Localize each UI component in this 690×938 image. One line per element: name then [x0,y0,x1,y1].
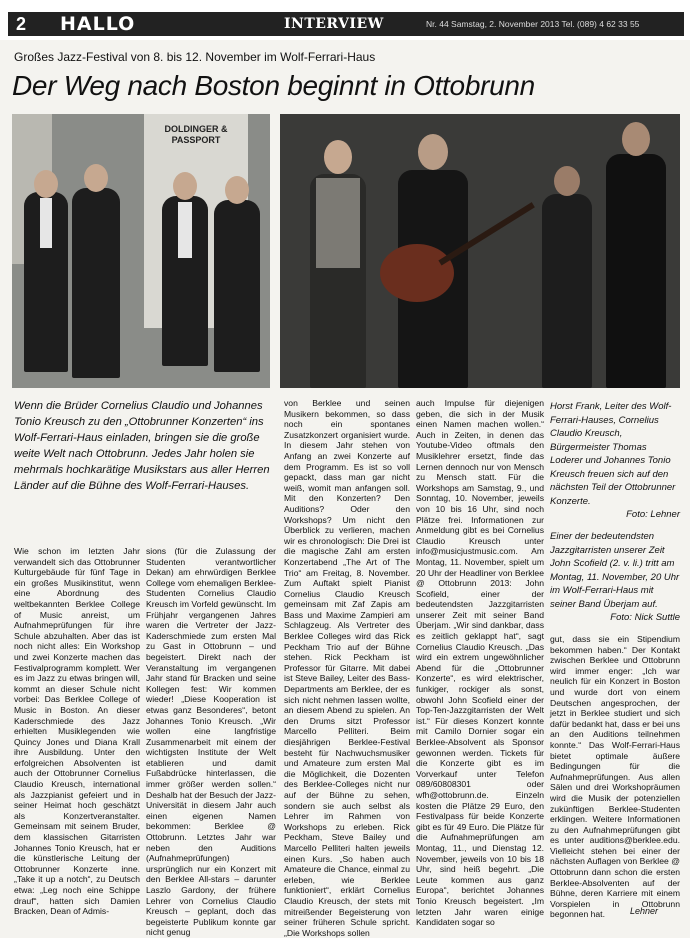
article-headline: Der Weg nach Boston beginnt in Ottobrunn [12,70,535,101]
photo-caption-2 [550,530,680,625]
article-column-3: von Berklee und seinen Musikern bekommen, so dass noch ein spontanes Zusatzkonzert organisiert wurde. In diesem Jahr stehen von Anfang an zwei Konzerte auf dem Programm. Es ist so voll gepackt, dass man gar nicht weiß, womit man anfangen soll. Mit den Konzerten? Den Auditions? Oder den Workshops? Um nicht den Überblick zu verlieren, machen wir es chronologisch: Die Drei ist die magische Zahl am ersten Konzertabend „The Art of The Trio“ am Freitag, 8. November. Zum Auftakt spielt Pianist Cornelius Claudio Kreusch gemeinsam mit Zaf Zapis am Bass und Maxime Zampieri am Schlagzeug. Als Vertreter des Berklee Colleges wird das Rick Peckham Trio auf der Bühne stehen. Rick Peckham ist Professor für Gitarre. Mit dabei ist Steve Bailey, Leiter des Bass-Departments am Berklee, der es sich nicht nehmen lassen wollte, an diesem Abend zu spielen. An den Drums sitzt Professor Marcello Pelliteri. Beim diesjährigen Berklee-Festival besteht für Nachwuchsmusiker und Amateure zum ersten Mal die Möglichkeit, die Dozenten des Berklee-Colleges nicht nur auf der Bühne zu sehen, sondern sie auch selbst als Lehrer im Rahmen von Workshops zu erleben. Rick Peckham, Steve Bailey und Marcello Pelliteri halten jeweils einen Kurs. „So haben auch Amateure die Chance, einmal zu erleben, wie Berklee funktioniert“, erklärt Cornelius Claudio Kreusch, der stets mit mitreißender Begeisterung von seiner früheren Schule spricht. „Die Workshops sollen [284,398,410,938]
section-label: INTERVIEW [284,16,384,32]
group-photo [12,114,270,388]
poster-title: DOLDINGER & PASSPORT [164,124,228,145]
article-column-2: sions (für die Zulassung der Studenten verantwortlicher Dekan) am ehrwürdigen Berklee College vom ehemaligen Berklee-Studenten Cornelius Claudio Kreusch im Vorfeld gewünscht. Im Frühjahr vergangenen Jahres waren die Vertreter der Jazz-Kaderschmiede zum ersten Mal zu Gast in Ottobrunn – und begeistert. Direkt nach der Veranstaltung im vergangenen Jahr stand für Bracken und seine Kollegen fest: Wir kommen wieder! „Diese Kooperation ist etwas ganz Besonderes“, betont Johannes Tonio Kreusch. „Wir wollen eine langfristige Zusammenarbeit mit einem der wichtigsten Institute der Welt etablieren und damit Fußabdrücke hinterlassen, die immer größer werden sollen.“ Deshalb hat der Besuch der Jazz-Universität in diesem Jahr auch einen eigenen Namen bekommen: Berklee @ Ottobrunn. Letztes Jahr war neben den Auditions (Aufnahmeprüfungen) ursprünglich nur ein Konzert mit den Berklee All-stars – darunter Laszlo Gardony, der frühere Lehrer von Cornelius Claudio Kreusch – geplant, doch das begeisterte Publikum konnte gar nicht genug [146,546,276,938]
article-lead: Wenn die Brüder Cornelius Claudio und Johannes Tonio Kreusch zu den „Ottobrunner Konzerten“ ins Wolf-Ferrari-Haus einladen, bringen sie die große weite Welt nach Ottobrunn. Jedes Jahr holen sie mehrmals hochkarätige Musikstars aus aller Herren Länder auf die Bühne des Wolf-Ferrari-Hauses. [14,400,270,492]
page-number: 2 [15,14,26,34]
musician-4 [606,154,666,388]
photo-caption-1 [550,400,680,522]
newspaper-logo: HALLO [60,13,136,35]
caption-2-credit: Foto: Nick Suttle [610,612,680,623]
page-header [0,0,690,40]
article-column-5: gut, dass sie ein Stipendium bekommen haben.“ Der Kontakt zwischen Berklee und Ottobrunn wird immer enger: „Ich war neulich für ein Konzert in Boston und wurde dort von einem Deutschen angesprochen, der jetzt in Berklee studiert und sich dafür bedankt hat, dass er bei uns an den Auditions teilnehmen konnte.“ Das Wolf-Ferrari-Haus bietet optimale äußere Bedingungen für die Aufnahmeprüfungen. Aus allen Sälen und drei Workshopräumen wird die Musik der potenziellen zukünftigen Berklee-Studenten erklingen. Weitere Informationen zu den Aufnahmeprüfungen gibt es unter auditions@berklee.edu. Vielleicht stehen bei einer der nächsten Auflagen von Berklee @ Ottobrunn dann schon die ersten Berklee-Absolventen auf der Bühne, deren Karriere mit einem Vorspielen in Ottobrunn begonnen hat. [550,634,680,920]
caption-1-credit: Foto: Lehner [626,509,680,520]
issue-line: Nr. 44 Samstag, 2. November 2013 Tel. (089) 4 62 33 55 [426,19,640,29]
person-4 [214,200,260,372]
article-byline: Lehner [630,906,659,916]
article-kicker: Großes Jazz-Festival von 8. bis 12. November im Wolf-Ferrari-Haus [14,50,376,64]
band-photo [280,114,680,388]
article-column-4: auch Impulse für diejenigen geben, die sich in der Musik einen Namen machen wollen.“ Auch in Zeiten, in denen das Youtube-Video oftmals den Musiklehrer ersetzt, finde das Lernen dennoch nur von Mensch zu Mensch statt. Für die Workshops am Samstag, 9., und Sonntag, 10. November, jeweils von 10 bis 16 Uhr, sind noch Plätze frei. Informationen zur Anmeldung gibt es bei Cornelius Claudio Kreusch unter info@musicjustmusic.com. Am Montag, 11. November, spielt um 20 Uhr der Headliner von Berklee @ Ottobrunn 2013: John Scofield, einer der bedeutendsten Jazzgitarristen unserer Zeit mit seiner Band Überjam. „Wir sind dankbar, dass es zeitlich geklappt hat“, sagt Cornelius Claudio Kreusch. „Das wird ein extrem ungewöhnlicher Abend für die „Ottobrunner Konzerte“, es wird elektrischer, funkiger, rockiger als sonst, obwohl John Scofield einer der Top-Ten-Jazzgitarristen der Welt ist.“ Für dieses Konzert konnte mit Camilo Dornier sogar ein Berklee-Absolvent als Sponsor gewonnen werden. Tickets für die Konzerte gibt es im Vorverkauf unter Telefon 089/60808301 oder wfh@ottobrunn.de. Einzeln kosten die Plätze 29 Euro, den Festivalpass für beide Konzerte gibt es für 49 Euro. Die Plätze für die Aufnahmeprüfungen am Montag, 11., und Dienstag 12. November, jeweils von 10 bis 18 Uhr, sind heiß begehrt. „Die Leute kommen aus ganz Europa“, berichtet Johannes Tonio Kreusch begeistert. „Im letzten Jahr waren einige Kandidaten sogar so [416,398,544,928]
musician-3 [542,194,592,388]
guitar [380,244,454,302]
caption-2-text: Einer der bedeutendsten Jazzgitarristen unserer Zeit John Scofield (2. v. li.) tritt am Montag, 11. November, 20 Uhr im Wolf-Ferrari-Haus mit seiner Band Überjam auf. [550,531,680,610]
caption-1-text: Horst Frank, Leiter des Wolf-Ferrari-Hauses, Cornelius Claudio Kreusch, Bürgermeister Thomas Loderer und Johannes Tonio Kreusch freuen sich auf den nächsten Teil der Ottobrunner Konzerte. [550,401,676,507]
article-column-1: Wie schon im letzten Jahr verwandelt sich das Ottobrunner Kulturgebäude für fünf Tage in ein großes Musikinstitut, wenn eine Abordnung des weltbekannten Berklee College of Music anreist, um Aufnahmeprüfungen für ihre Schule abzuhalten. Aber das ist noch nicht alles: Ein Workshop und zwei Konzerte machen das Festivalprogramm komplett. Wer es im Jazz zu etwas bringen will, kommt an dieser Schule nicht vorbei: Das Berklee College of Music in Boston. An dieser Kaderschmiede des Jazz erhielten Musiklegenden wie Quincy Jones und Diana Krall ihre Ausbildung. Unter den erfolgreichen Absolventen ist auch der Ottobrunner Cornelius Claudio Kreusch, international als Jazzpianist gefeiert und in seiner Heimat hoch geschätzt als Konzertveranstalter. Gemeinsam mit seinem Bruder, dem klassischen Gitarristen Johannes Tonio Kreusch, hat er die künstlerische Leitung der Ottobrunner Konzerte inne. „Take it up a notch“, zu Deutsch etwa: „Leg noch eine Schippe drauf“, hatten sich Damien Bracken, Dean of Admis- [14,546,140,917]
person-2 [72,188,120,378]
